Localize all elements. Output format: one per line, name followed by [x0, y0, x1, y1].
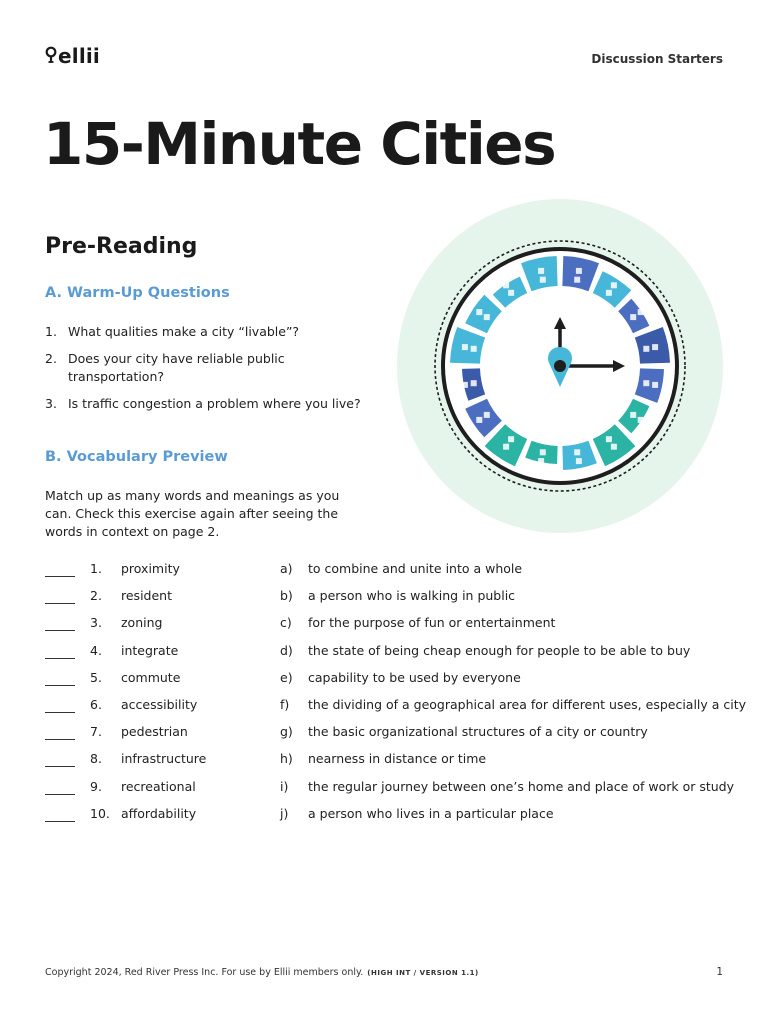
answer-blank[interactable]: [45, 685, 75, 686]
vocab-matching-list: [45, 561, 747, 833]
building-window: [630, 314, 636, 320]
vocab-meaning: nearness in distance or time: [308, 751, 487, 767]
vocab-row: [45, 696, 747, 724]
city-clock-illustration: [397, 199, 723, 533]
building-window: [606, 290, 612, 296]
building-window: [611, 444, 617, 450]
vocab-word: affordability: [121, 805, 197, 821]
lightbulb-icon: [45, 45, 57, 67]
page-title: 15-Minute Cities: [43, 110, 556, 178]
vocab-meaning: for the purpose of fun or entertainment: [308, 615, 556, 631]
vocab-meaning: the dividing of a geographical area for different uses, especially a city: [308, 696, 747, 712]
meaning-letter: f): [280, 696, 290, 712]
question-number: 2.: [45, 351, 57, 366]
vocab-word: pedestrian: [121, 724, 188, 740]
vocab-number: 7.: [90, 724, 102, 740]
meaning-letter: a): [280, 561, 293, 576]
meaning-letter: d): [280, 642, 293, 658]
building-window: [508, 436, 514, 442]
vocab-row: [45, 643, 735, 670]
ellii-logo: [45, 44, 100, 68]
logo-text: ellii: [58, 44, 100, 68]
vocab-heading: B. Vocabulary Preview: [45, 449, 228, 465]
building-window: [476, 417, 482, 423]
section-title: Pre-Reading: [45, 234, 198, 259]
answer-blank[interactable]: [45, 576, 75, 577]
question-number: 1.: [45, 324, 57, 339]
building-window: [574, 277, 580, 283]
vocab-word: resident: [121, 588, 172, 604]
vocab-intro: Match up as many words and meanings as you can. Check this exercise again after seeing the words in context on page 2.: [45, 488, 340, 539]
vocab-number: 10.: [90, 805, 110, 821]
building-window: [652, 382, 658, 388]
question-item: [45, 350, 365, 386]
vocab-word: recreational: [121, 778, 196, 794]
answer-blank[interactable]: [45, 821, 75, 822]
vocab-word: infrastructure: [121, 751, 207, 767]
building-window: [503, 282, 509, 288]
answer-blank[interactable]: [45, 630, 75, 631]
meaning-letter: b): [280, 588, 293, 604]
vocab-number: 5.: [90, 669, 102, 685]
vocab-row: [45, 615, 735, 642]
answer-blank[interactable]: [45, 603, 75, 604]
vocab-number: 1.: [90, 561, 102, 576]
building-window: [462, 382, 468, 388]
building-window: [484, 314, 490, 320]
building-window: [638, 309, 644, 315]
answer-blank[interactable]: [45, 658, 75, 659]
vocab-meaning: capability to be used by everyone: [308, 669, 521, 685]
vocab-row: [45, 751, 735, 778]
section-label: Discussion Starters: [591, 52, 723, 66]
building-window: [638, 417, 644, 423]
building-window: [576, 268, 582, 274]
vocab-word: commute: [121, 669, 181, 685]
building-window: [540, 277, 546, 283]
building-window: [652, 344, 658, 350]
building-window: [476, 309, 482, 315]
vocab-row: [45, 561, 735, 588]
building-window: [630, 412, 636, 418]
clock-svg: [397, 199, 723, 533]
meaning-letter: g): [280, 724, 293, 740]
vocab-number: 3.: [90, 615, 102, 631]
answer-blank[interactable]: [45, 739, 75, 740]
page-number: 1: [716, 966, 723, 978]
vocab-row: [45, 670, 735, 697]
building-window: [471, 346, 477, 352]
question-item: [45, 323, 365, 341]
vocab-meaning: the basic organizational structures of a city or country: [308, 724, 648, 740]
answer-blank[interactable]: [45, 766, 75, 767]
answer-blank[interactable]: [45, 794, 75, 795]
copyright-text: Copyright 2024, Red River Press Inc. For use by Ellii members only.: [45, 967, 364, 978]
question-text: Does your city have reliable public transportation?: [68, 351, 285, 384]
building-window: [484, 412, 490, 418]
footer-copyright: [45, 967, 479, 978]
vocab-number: 8.: [90, 751, 102, 767]
vocab-number: 2.: [90, 588, 102, 604]
building-window: [611, 282, 617, 288]
version-label: (HIGH INT / VERSION 1.1): [367, 969, 479, 977]
building-window: [471, 380, 477, 386]
vocab-number: 9.: [90, 778, 102, 794]
meaning-letter: c): [280, 615, 292, 631]
warmup-questions: [45, 323, 365, 422]
vocab-meaning: the state of being cheap enough for people to be able to buy: [308, 642, 691, 658]
vocab-word: proximity: [121, 561, 180, 576]
vocab-meaning: a person who lives in a particular place: [308, 805, 554, 821]
warmup-heading: A. Warm-Up Questions: [45, 285, 230, 301]
vocab-row: [45, 779, 735, 806]
building-window: [538, 458, 544, 464]
vocab-row: [45, 588, 735, 615]
vocab-meaning: the regular journey between one’s home and place of work or study: [308, 778, 735, 794]
vocab-number: 4.: [90, 642, 102, 658]
vocab-meaning: to combine and unite into a whole: [308, 561, 523, 576]
building-window: [576, 458, 582, 464]
building-window: [503, 444, 509, 450]
building-window: [462, 344, 468, 350]
vocab-word: integrate: [121, 642, 179, 658]
question-item: [45, 395, 365, 413]
clock-center-dot: [554, 360, 566, 372]
meaning-letter: e): [280, 669, 293, 685]
vocab-word: zoning: [121, 615, 163, 631]
building-window: [606, 436, 612, 442]
vocab-word: accessibility: [121, 696, 198, 712]
vocab-meaning: a person who is walking in public: [308, 588, 516, 604]
question-text: Is traffic congestion a problem where you live?: [68, 396, 361, 411]
building-window: [508, 290, 514, 296]
question-number: 3.: [45, 396, 57, 411]
building-window: [643, 380, 649, 386]
vocab-row: [45, 724, 735, 751]
building-window: [538, 268, 544, 274]
meaning-letter: h): [280, 751, 293, 767]
question-text: What qualities make a city “livable”?: [68, 324, 300, 339]
building-window: [540, 449, 546, 455]
meaning-letter: i): [280, 778, 289, 794]
meaning-letter: j): [280, 805, 289, 821]
answer-blank[interactable]: [45, 712, 75, 713]
vocab-number: 6.: [90, 696, 102, 712]
building-window: [643, 346, 649, 352]
vocab-row: [45, 806, 735, 833]
building-window: [574, 449, 580, 455]
